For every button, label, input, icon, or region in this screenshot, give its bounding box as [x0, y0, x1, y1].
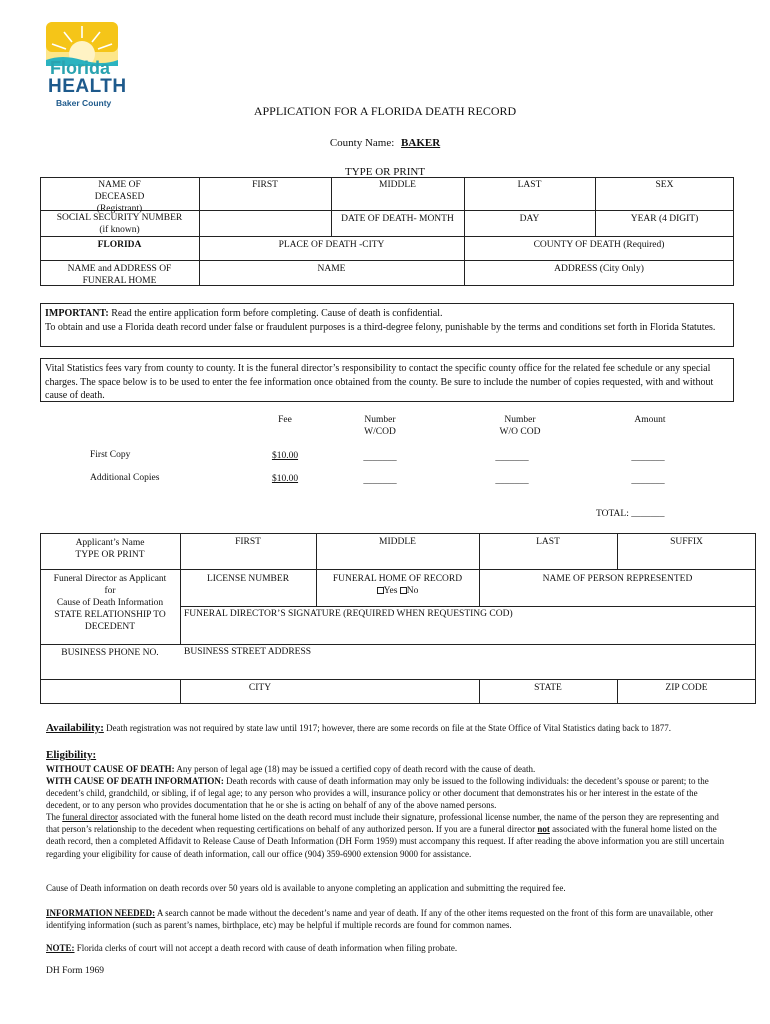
without-cod-label: WITHOUT CAUSE OF DEATH: — [46, 764, 175, 774]
place-of-death-city-field[interactable]: PLACE OF DEATH -CITY — [278, 240, 385, 250]
deceased-middle-field[interactable]: MIDDLE — [379, 180, 416, 190]
county-of-death-field[interactable]: COUNTY OF DEATH (Required) — [533, 240, 665, 250]
date-of-death-year-field[interactable]: YEAR (4 DIGIT) — [630, 214, 699, 224]
availability-section — [46, 722, 726, 734]
date-of-death-month-field[interactable]: DATE OF DEATH- MONTH — [341, 214, 454, 224]
with-cod-label: WITH CAUSE OF DEATH INFORMATION: — [46, 776, 224, 786]
fees-notice — [40, 358, 734, 402]
logo-health: HEALTH — [48, 76, 127, 97]
no-checkbox[interactable] — [400, 587, 407, 594]
yes-label: Yes — [383, 586, 398, 596]
fd-term: funeral director — [62, 812, 118, 822]
page-title: APPLICATION FOR A FLORIDA DEATH RECORD — [253, 104, 517, 118]
important-notice — [40, 303, 734, 347]
funeral-home-label: NAME and ADDRESS OF FUNERAL HOME — [67, 264, 172, 286]
city-field[interactable]: CITY — [248, 683, 272, 693]
date-of-death-day-field[interactable]: DAY — [519, 214, 540, 224]
fd-not: not — [537, 824, 550, 835]
fd-applicant-label: Funeral Director as Applicant for Cause of Death Information — [53, 574, 167, 608]
without-cod-col-header: Number W/O COD — [499, 415, 541, 437]
eligibility-funeral-director — [46, 811, 726, 860]
fd-signature-field[interactable]: FUNERAL DIRECTOR’S SIGNATURE (REQUIRED WHEN REQUESTING COD) — [184, 609, 513, 619]
availability-text: Death registration was not required by state law until 1917; however, there are some records on file at the State Office of Vital Statistics dating back to 1877. — [106, 723, 671, 733]
business-street-field[interactable]: BUSINESS STREET ADDRESS — [184, 647, 312, 657]
important-label: IMPORTANT: — [45, 308, 109, 319]
cod-50-years: Cause of Death information on death records over 50 years old is available to anyone completing an application and submitting the required fee. — [46, 883, 566, 893]
additional-amount-field[interactable]: _______ — [631, 476, 665, 486]
florida-label: FLORIDA — [97, 240, 142, 250]
deceased-last-field[interactable]: LAST — [517, 180, 542, 190]
total-field[interactable]: TOTAL: _______ — [596, 509, 665, 519]
logo-florida: Florida — [50, 58, 111, 78]
first-copy-label: First Copy — [90, 450, 131, 460]
eligibility-with — [46, 775, 726, 812]
information-needed — [46, 907, 726, 931]
eligibility-without — [46, 763, 726, 775]
important-line2: To obtain and use a Florida death record under false or fraudulent purposes is a third-degree felony, punishable by the terms and conditions set forth in Florida Statutes. — [45, 321, 716, 333]
county-value: BAKER — [401, 137, 441, 149]
logo-county: Baker County — [56, 98, 112, 108]
availability-heading: Availability: — [46, 722, 104, 734]
info-needed-text: A search cannot be made without the decedent’s name and year of death. If any of the other items requested on the front of this form are unavailable, other identifying information (such as parent’s names, birthplace, etc) may be helpful if multiple records are found for common names. — [46, 908, 714, 931]
deceased-sex-field[interactable]: SEX — [655, 180, 674, 190]
funeral-home-of-record-label: FUNERAL HOME OF RECORD — [332, 574, 463, 584]
fd-pre: The — [46, 812, 60, 822]
state-field[interactable]: STATE — [534, 683, 562, 693]
county-label: County Name: — [329, 137, 395, 149]
funeral-home-address-field[interactable]: ADDRESS (City Only) — [554, 264, 644, 274]
zip-code-field[interactable]: ZIP CODE — [665, 683, 708, 693]
applicant-last-field[interactable]: LAST — [536, 537, 560, 547]
first-copy-amount-field[interactable]: _______ — [631, 453, 665, 463]
applicant-first-field[interactable]: FIRST — [235, 537, 261, 547]
no-label: No — [406, 586, 419, 596]
type-or-print-label: TYPE OR PRINT — [344, 166, 426, 178]
first-copy-without-cod-field[interactable]: _______ — [495, 453, 529, 463]
note — [46, 942, 726, 954]
name-of-deceased-label: NAME OF DECEASED (Registrant) — [94, 180, 145, 214]
fd-mid: associated with the funeral home listed on the death record must include their signature, professional license number, the name of the person they are representing and that person’s relationship to the decedent when requesting certifications on behalf of any authorized person. If you are a funeral director — [46, 812, 719, 835]
form-number: DH Form 1969 — [46, 966, 105, 976]
with-cod-col-header: Number W/COD — [364, 415, 396, 437]
applicant-middle-field[interactable]: MIDDLE — [379, 537, 416, 547]
with-cod-text: Death records with cause of death information may only be issued to the following individuals: the decedent’s spouse or parent; to the decedent’s child, grandchild, or sibling, if of legal age; to any person who provides a will, insurance policy or other document that demonstrates his or her interest in the estate of the decedent, or to any person who provides documentation that he or she is acting on behalf of any of the above named persons. — [46, 776, 709, 811]
fee-col-header: Fee — [278, 415, 292, 425]
note-label: NOTE: — [46, 943, 75, 953]
yes-checkbox[interactable] — [377, 587, 384, 594]
additional-with-cod-field[interactable]: _______ — [363, 476, 397, 486]
without-cod-text: Any person of legal age (18) may be issued a certified copy of death record with the cause of death. — [176, 764, 536, 774]
state-relationship-label: STATE RELATIONSHIP TO DECEDENT — [54, 610, 166, 632]
florida-health-logo — [42, 20, 127, 116]
info-needed-label: INFORMATION NEEDED: — [46, 908, 156, 918]
county-name-line — [0, 137, 770, 149]
fd-post: associated with the funeral home listed on the death record, then a completed Affidavit to Release Cause of Death Information (DH Form 1959) must accompany this request. If after reading the above information you are still uncertain regarding your eligibility for cause of death information, call our office (904) 359-6900 extension 9000 for assistance. — [46, 824, 725, 859]
note-text: Florida clerks of court will not accept a death record with cause of death information when filing probate. — [76, 943, 458, 953]
applicant-suffix-field[interactable]: SUFFIX — [670, 537, 703, 547]
funeral-home-name-field[interactable]: NAME — [317, 264, 346, 274]
fees-notice-text: Vital Statistics fees vary from county to county. It is the funeral director’s responsibility to contact the specific county office for the related fee schedule or any special charges. The space below is to be used to enter the fee information once obtained from the county. Be sure to include the number of copies requested, with and without cause of death. — [45, 363, 714, 401]
first-copy-with-cod-field[interactable]: _______ — [363, 453, 397, 463]
eligibility-heading: Eligibility: — [46, 749, 97, 761]
person-represented-field[interactable]: NAME OF PERSON REPRESENTED — [542, 574, 693, 584]
applicant-name-label: Applicant’s Name TYPE OR PRINT — [75, 538, 145, 560]
first-copy-fee: $10.00 — [271, 451, 299, 461]
amount-col-header: Amount — [634, 415, 666, 425]
license-number-field[interactable]: LICENSE NUMBER — [206, 574, 290, 584]
important-line1: Read the entire application form before completing. Cause of death is confidential. — [111, 308, 443, 319]
additional-copies-fee: $10.00 — [271, 474, 299, 484]
business-phone-label: BUSINESS PHONE NO. — [61, 648, 159, 658]
additional-copies-label: Additional Copies — [90, 473, 160, 483]
additional-without-cod-field[interactable]: _______ — [495, 476, 529, 486]
ssn-label: SOCIAL SECURITY NUMBER (if known) — [56, 213, 183, 235]
yes-no-options — [316, 585, 479, 597]
deceased-first-field[interactable]: FIRST — [252, 180, 278, 190]
